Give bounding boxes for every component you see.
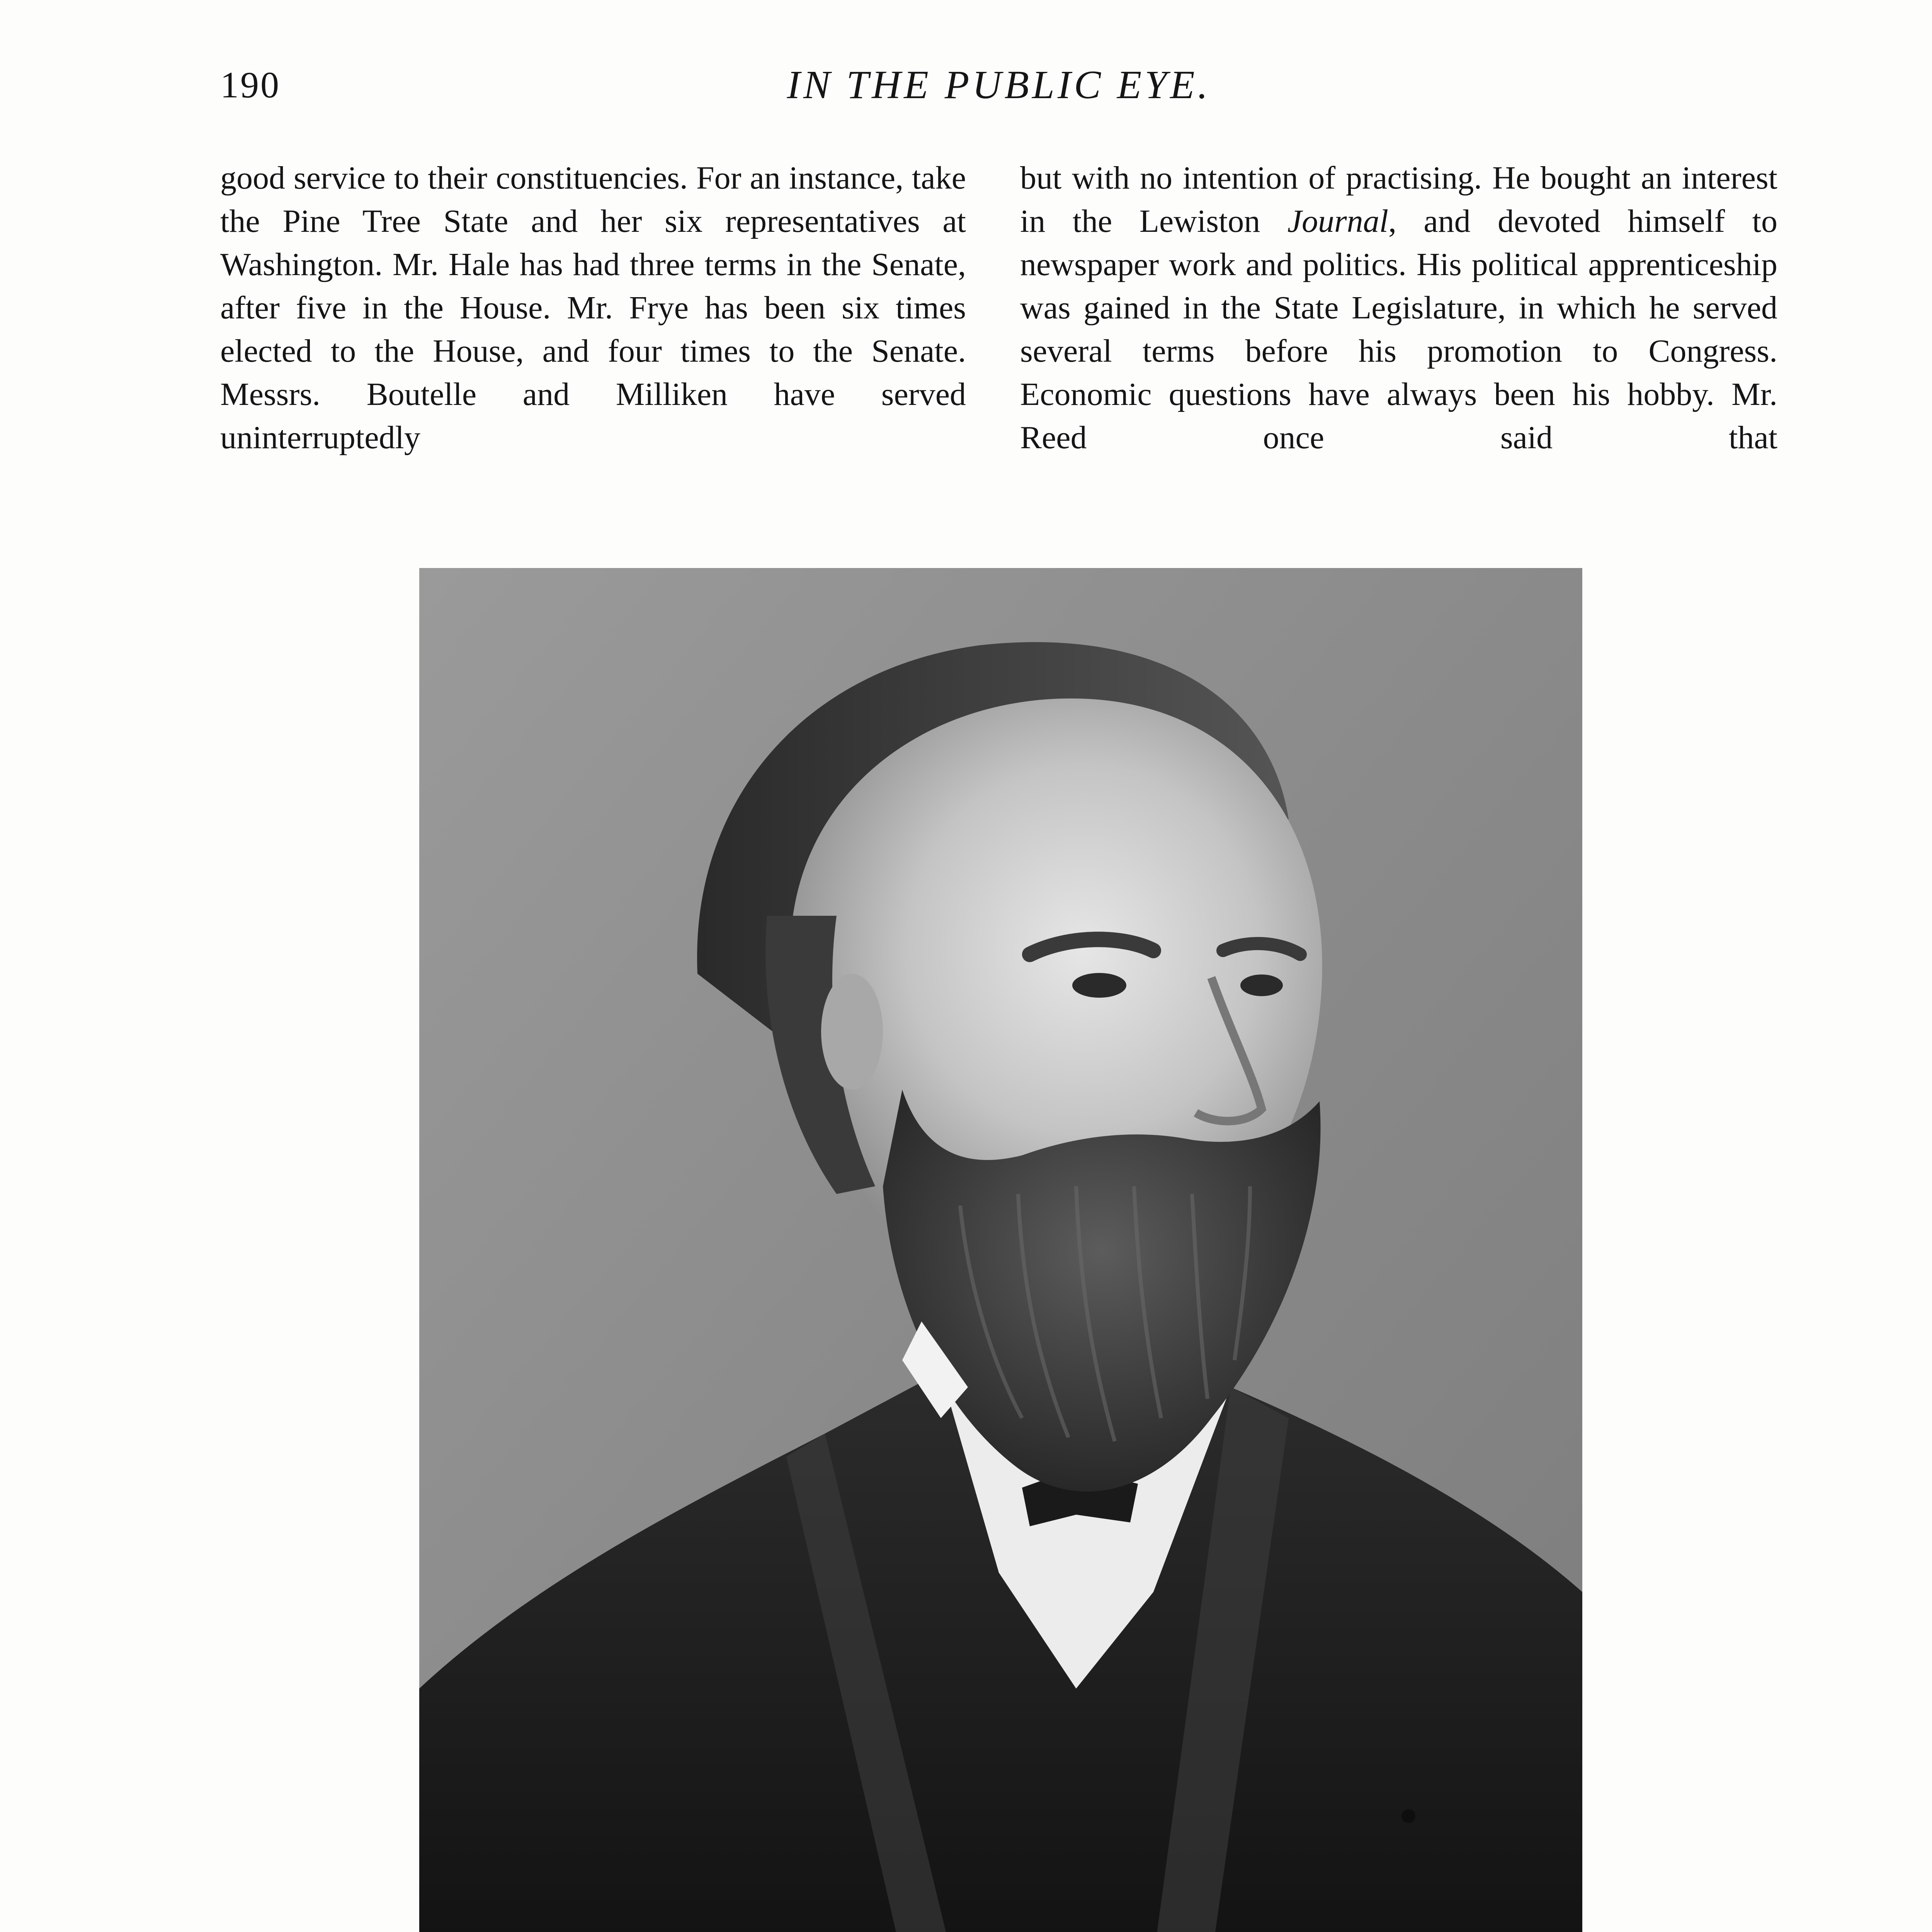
running-head (220, 58, 1777, 112)
page-number: 190 (220, 64, 281, 105)
portrait-photograph (419, 568, 1582, 1932)
paragraph: good service to their constituencies. For an instance, take the Pine Tree State and her six representatives at Washington. Mr. Hale has had three terms in the Senate, after five in the House. Mr. Frye has been six times elected to the House, and four times to the Senate. Messrs. Boutelle and Milliken have served uninterruptedly (220, 160, 966, 456)
running-title: IN THE PUBLIC EYE. (787, 63, 1211, 107)
top-left-column (220, 156, 966, 459)
top-right-column (1020, 156, 1777, 459)
paragraph (1020, 156, 1777, 459)
newspaper-title: Journal (1287, 203, 1389, 239)
portrait-illustration (419, 568, 1582, 1932)
text-run: but with no intention of practising. He bought an interest in the Lewiston (1020, 160, 1777, 239)
text-run: , and devoted himself to newspaper work and politics. His political apprenticeship was gained in the State Legislature, in which he served several terms before his promotion to Congress. Economic questions have always been his hobby. Mr. Reed once said that (1020, 203, 1777, 456)
